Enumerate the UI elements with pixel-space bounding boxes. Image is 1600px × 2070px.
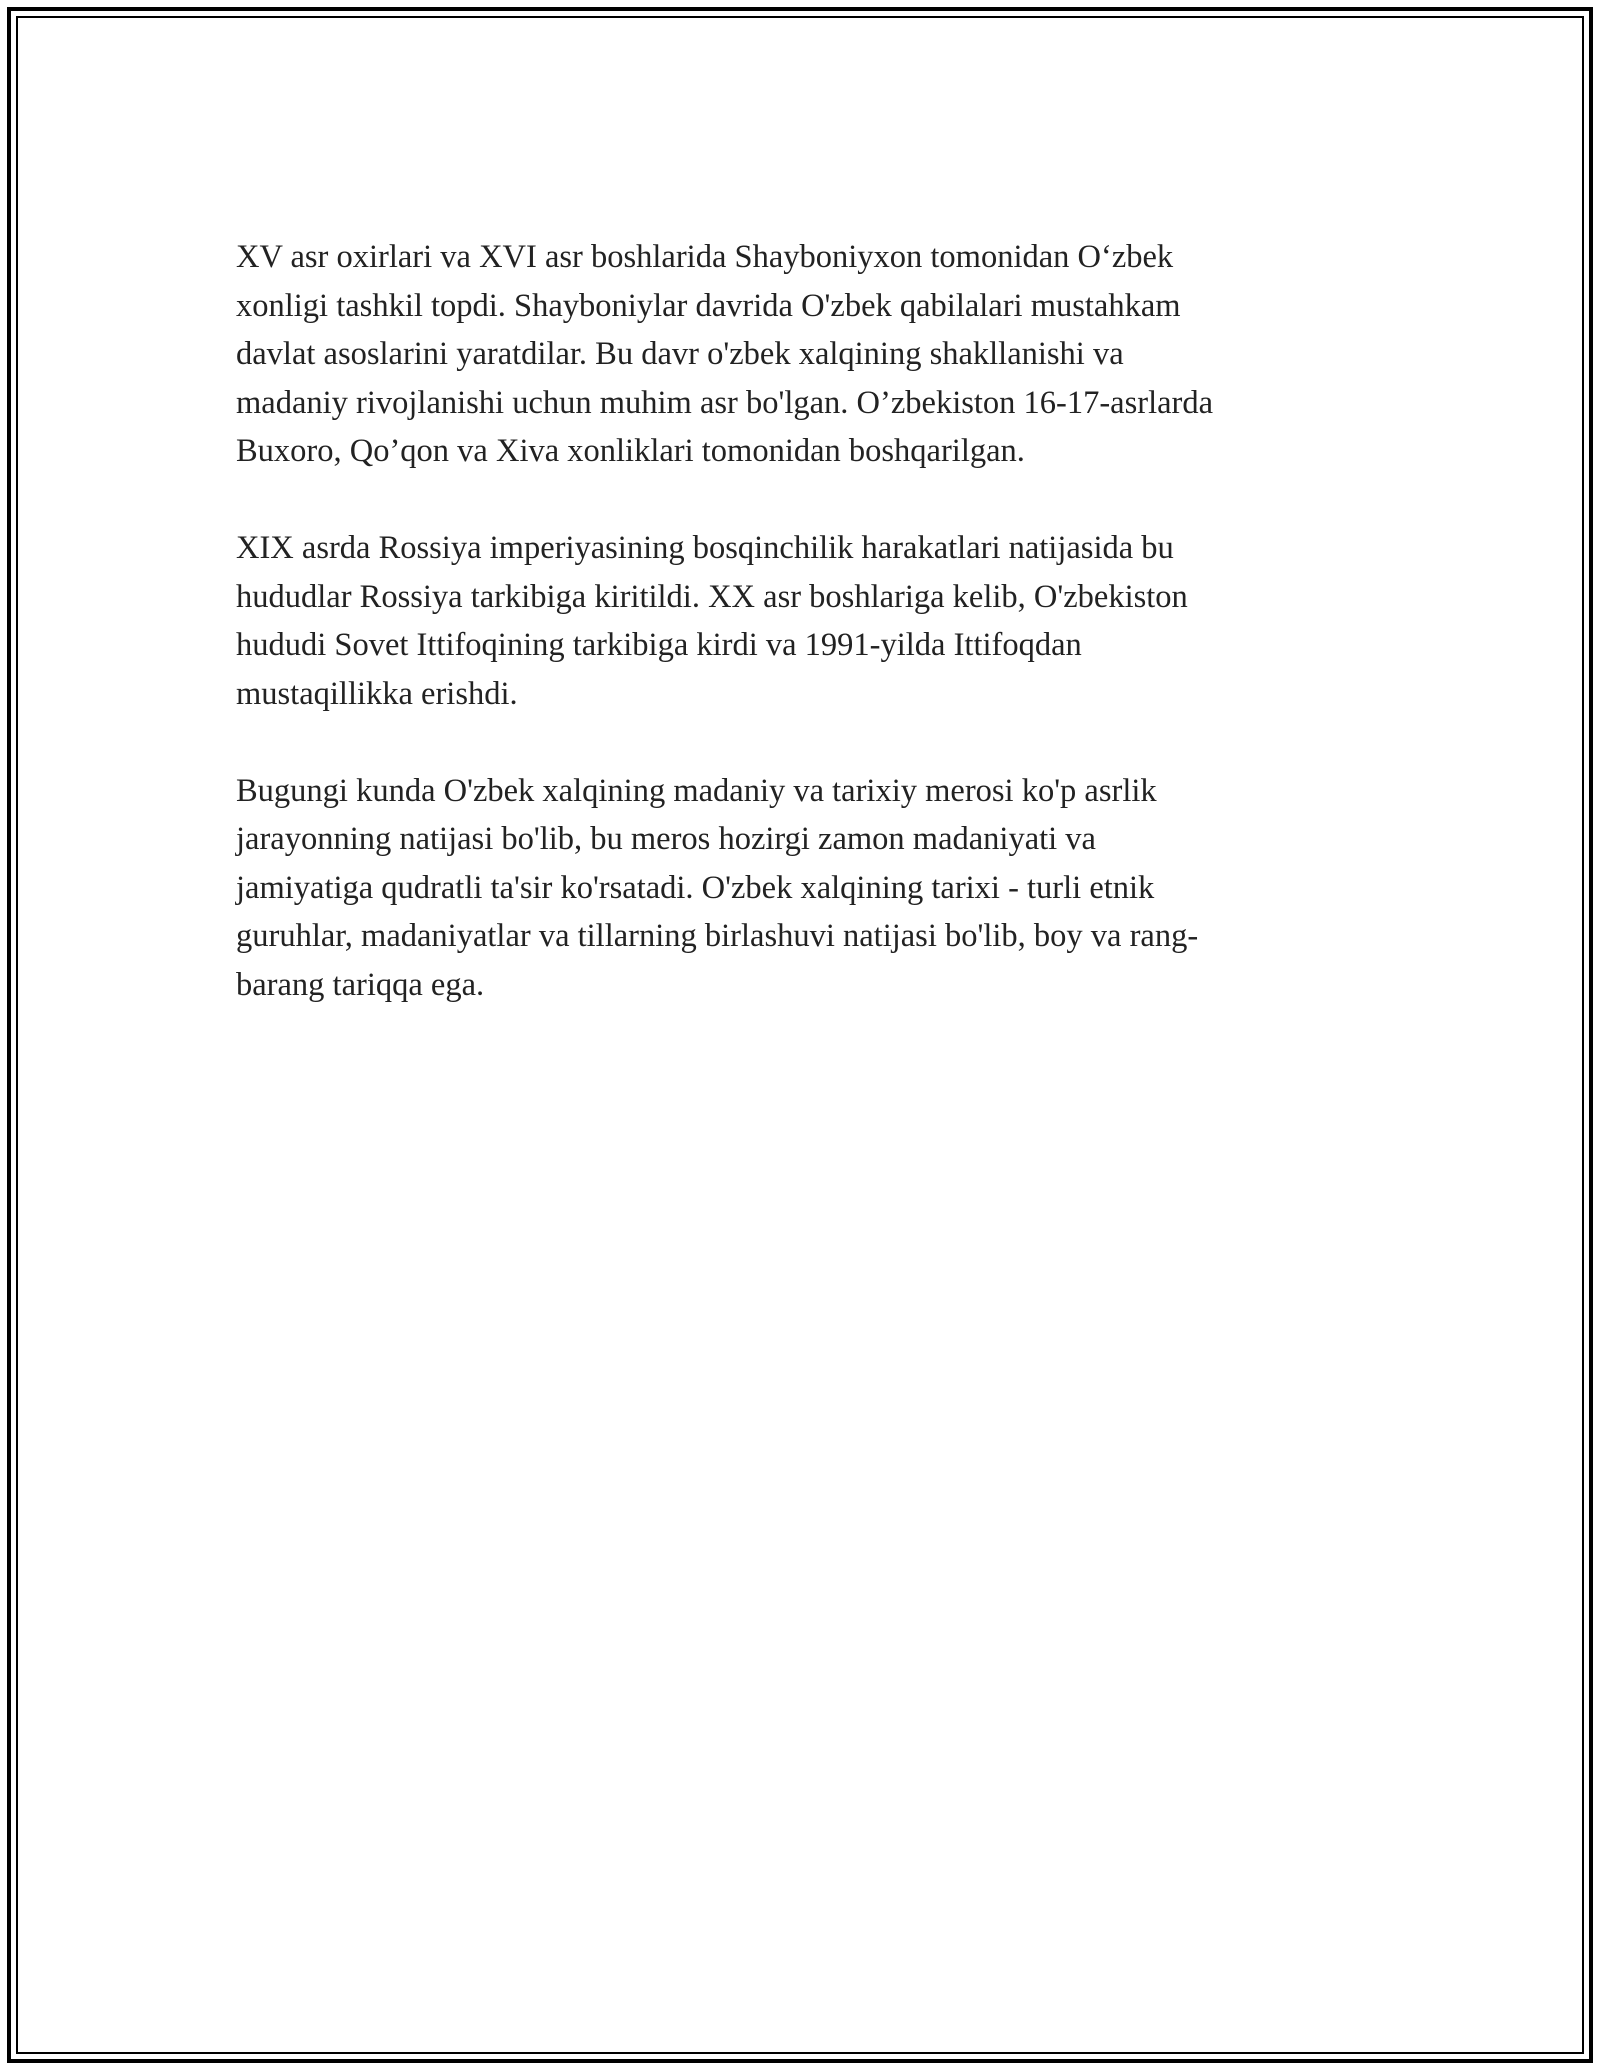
text-line: jamiyatiga qudratli ta'sir ko'rsatadi. O'zbek xalqining tarixi - turli etnik — [236, 869, 1155, 906]
text-line: xonligi tashkil topdi. Shayboniylar davrida O'zbek qabilalari mustahkam — [236, 287, 1181, 324]
document-body — [236, 233, 1356, 1058]
text-line: Bugungi kunda O'zbek xalqining madaniy va tarixiy merosi ko'p asrlik — [236, 772, 1157, 809]
paragraph-1 — [236, 233, 1356, 476]
text-line: jarayonning natijasi bo'lib, bu meros hozirgi zamon madaniyati va — [236, 821, 1096, 857]
text-line: Buxoro, Qo’qon va Xiva xonliklari tomonidan boshqarilgan. — [236, 433, 1025, 469]
text-line: hududlar Rossiya tarkibiga kiritildi. XX asr boshlariga kelib, O'zbekiston — [236, 578, 1188, 615]
text-line: XV asr oxirlari va XVI asr boshlarida Shayboniyxon tomonidan O‘zbek — [236, 239, 1174, 275]
text-line: hududi Sovet Ittifoqining tarkibiga kirdi va 1991-yilda Ittifoqdan — [236, 627, 1082, 663]
text-line: davlat asoslarini yaratdilar. Bu davr o'zbek xalqining shakllanishi va — [236, 336, 1124, 372]
paragraph-2 — [236, 524, 1356, 718]
text-line: madaniy rivojlanishi uchun muhim asr bo'lgan. O’zbekiston 16-17-asrlarda — [236, 384, 1214, 421]
text-line: guruhlar, madaniyatlar va tillarning birlashuvi natijasi bo'lib, boy va rang- — [236, 918, 1199, 954]
text-line: mustaqillikka erishdi. — [236, 675, 518, 712]
paragraph-3 — [236, 767, 1356, 1010]
text-line: XIX asrda Rossiya imperiyasining bosqinchilik harakatlari natijasida bu — [236, 530, 1174, 566]
text-line: barang tariqqa ega. — [236, 966, 485, 1003]
